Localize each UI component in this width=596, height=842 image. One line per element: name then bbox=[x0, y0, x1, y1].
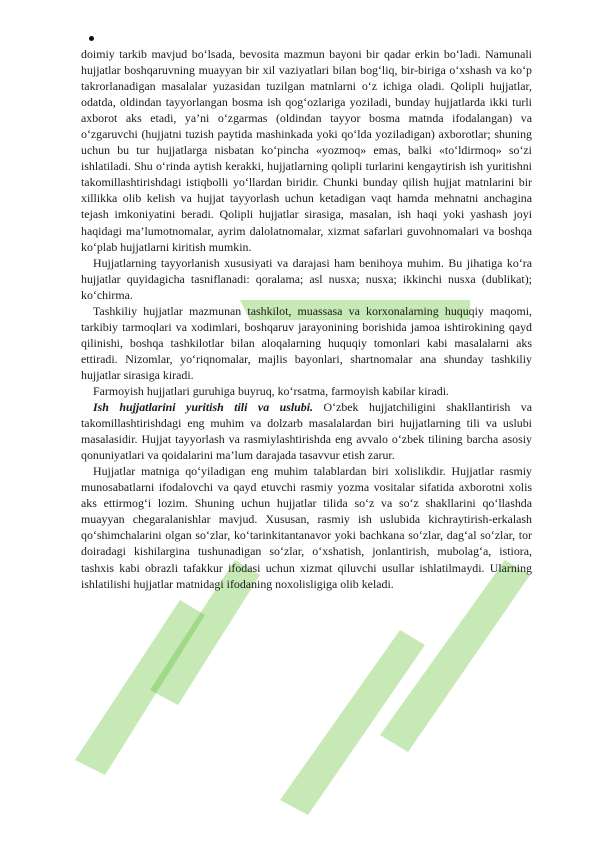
paragraph bbox=[81, 463, 532, 591]
paragraph bbox=[81, 303, 532, 383]
document-body bbox=[81, 46, 532, 592]
section-heading-inline: Ish hujjatlarini yuritish tili va uslubi. bbox=[93, 400, 314, 415]
watermark-chevron-bottom bbox=[280, 630, 425, 815]
paragraph-text: Hujjatlar matniga qo‘yiladigan eng muhim talablardan biri xolislikdir. Hujjatlar rasmiy munosabatlarni ifodalovchi va qayd etuvchi rasmiy yozma vositalar sifatida axborotni xolis aks ettirmog‘i lozim. Shuning uchun hujjatlar tilida so‘z va so‘z shakllarini qo‘llashda muayyan chegaralanishlar mavjud. Xususan, rasmiy ish uslubida kichraytirish-erkalash qo‘shimchalarini olgan so‘zlar, ko‘tarinkitantanavor yoki bachkana so‘zlar, dag‘al so‘zlar, tor doiradagi kishilargina tushunadigan so‘zlar, o‘xshatish, jonlantirish, mubolag‘a, istiora, tashxis kabi obrazli tafakkur ifodasi uchun xizmat qiluvchi usullar ishlatilmaydi. Ularning ishlatilishi hujjatlar matnidagi ifodaning noxolisligiga olib keladi. bbox=[81, 464, 532, 591]
watermark-chevron-left bbox=[75, 600, 205, 775]
bullet-dot-icon bbox=[81, 28, 532, 46]
paragraph bbox=[81, 383, 532, 399]
paragraph-text: Tashkiliy hujjatlar mazmunan tashkilot, muassasa va korxonalarning huquqiy maqomi, tarkibiy tarmoqlari va xodimlari, boshqaruv jarayonining borishida jamoa ishtirokining qayd qilinishi, boshqa tashkilotlar bilan aloqalarning huquqiy tomonlari kabi masalalarni aks ettiradi. Nizomlar, yo‘riqnomalar, majlis bayonlari, shartnomalar ana shunday tashkiliy hujjatlar sirasiga kiradi. bbox=[81, 303, 532, 382]
document-page bbox=[81, 28, 532, 592]
paragraph-text: Farmoyish hujjatlari guruhiga buyruq, ko‘rsatma, farmoyish kabilar kiradi. bbox=[93, 383, 449, 398]
paragraph bbox=[81, 46, 532, 255]
paragraph-text: Hujjatlarning tayyorlanish xususiyati va darajasi ham benihoya muhim. Bu jihatiga ko‘ra hujjatlar quyidagicha tasniflanadi: qoralama; asl nusxa; nusxa; ikkinchi nusxa (dublikat); ko‘chirma. bbox=[81, 255, 532, 302]
paragraph bbox=[81, 255, 532, 303]
paragraph bbox=[81, 399, 532, 463]
paragraph-text: O‘zbek hujjatchiligini shakllantirish va takomillashtirishdagi eng muhim va dolzarb masalalardan biri hujjatlarning tili va uslubi masalasidir. Hujjat tayyorlash va rasmiylashtirishda eng avvalo o‘zbek tilining barcha asosiy qonuniyatlari va qoidalarini ma’lum darajada tasavvur etish zarur. bbox=[81, 400, 532, 463]
paragraph-text: doimiy tarkib mavjud bo‘lsada, bevosita mazmun bayoni bir qadar erkin bo‘ladi. Namunali hujjatlar boshqaruvning muayyan bir xil vaziyatlari bilan bog‘liq, bir-biriga o‘xshash va ko‘p takrorlanadigan masalalar yuzasidan tuzilgan matnlarni o‘z ichiga oladi. Qolipli hujjatlar, odatda, oldindan tayyorlangan bosma ish qog‘ozlariga yoziladi, bunday hujjatlarda ikki turli axborot aks etadi, ya’ni o‘zgarmas (oldindan tayyor bosma matnda ifodalangan) va o‘zgaruvchi (hujjatni tuzish paytida mashinkada yoki qo‘lda yoziladigan) axborotlar; shuning uchun bu tur hujjatlarga nisbatan ko‘pincha «yozmoq» emas, balki «to‘ldirmoq» so‘zi ishlatiladi. Shu o‘rinda aytish kerakki, hujjatlarning qolipli turlarini kengaytirish ish yuritishni takomillashtirishdagi istiqbolli yo‘llardan biridir. Chunki bunday qilish hujjat matnlarini bir xillikka olib kelish va hujjat tayyorlash uchun ketadigan vaqt hamda mehnatni anchagina tejash imkoniyatini beradi. Qolipli hujjatlar sirasiga, masalan, ish haqi yoki yashash joyi haqidagi ma’lumotnomalar, ayrim dalolatnomalar, xizmat safarlari guvohnomalari va boshqa ko‘plab hujjatlarni kiritish mumkin. bbox=[81, 47, 532, 254]
